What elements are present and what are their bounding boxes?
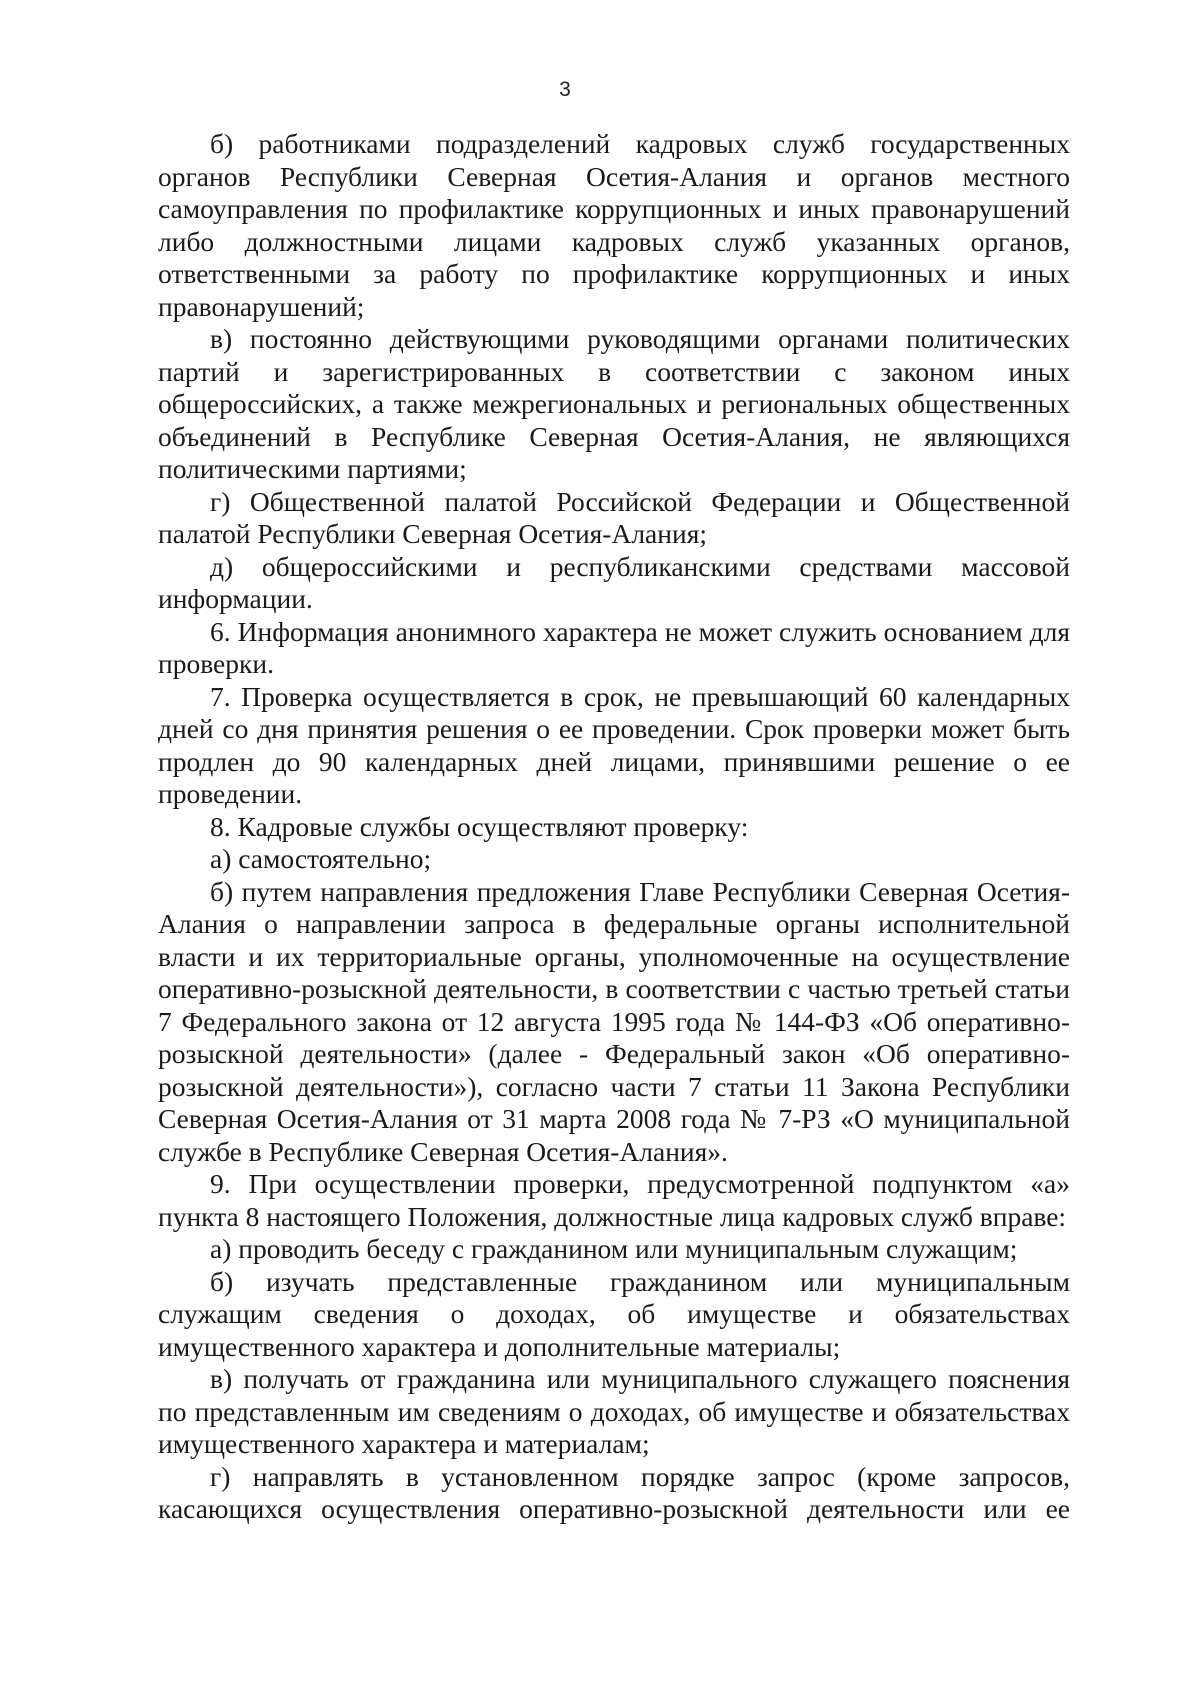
paragraph-8a-independently: а) самостоятельно; [210, 843, 432, 874]
page-number: 3 [559, 78, 571, 101]
paragraph-7-term: 7. Проверка осуществляется в срок, не превышающий 60 календарных дней со дня принятия решения о ее проведении. Срок проверки может быть продлен до 90 календарных дней лицами, принявшими решение о ее проведении. [158, 680, 1070, 809]
paragraph-g-public-chamber: г) Общественной палатой Российской Федерации и Общественной палатой Республики Северная Осетия-Алания; [158, 485, 1070, 549]
paragraph-v-parties: в) постоянно действующими руководящими органами политических партий и зарегистрированных в соответствии с законом иных общероссийских, а также межрегиональных и региональных общественных объединений в Республике Северная Осетия-Алания, не являющихся политическими партиями; [158, 323, 1070, 484]
paragraph-9v-explanations: в) получать от гражданина или муниципального служащего пояснения по представленным им сведениям о доходах, об имуществе и обязательствах имущественного характера и материалам; [158, 1363, 1070, 1459]
paragraph-8b-request: б) путем направления предложения Главе Республики Северная Осетия-Алания о направлении запроса в федеральные органы исполнительной власти и их территориальные органы, уполномоченные на осуществление оперативно-розыскной деятельности, в соответствии с частью третьей статьи 7 Федерального закона от 12 августа 1995 года № 144-ФЗ «Об оперативно-розыскной деятельности» (далее - Федеральный закон «Об оперативно-розыскной деятельности»), согласно части 7 статьи 11 Закона Республики Северная Осетия-Алания от 31 марта 2008 года № 7-РЗ «О муниципальной службе в Республике Северная Осетия-Алания». [158, 875, 1070, 1167]
paragraph-8-services: 8. Кадровые службы осуществляют проверку: [210, 810, 749, 842]
paragraph-9b-study: б) изучать представленные гражданином или муниципальным служащим сведения о доходах, об имуществе и обязательствах имущественного характера и дополнительные материалы; [158, 1265, 1070, 1362]
document-body [158, 128, 1070, 1526]
paragraph-9a-conversation: а) проводить беседу с гражданином или муниципальным служащим; [210, 1233, 1018, 1264]
paragraph-d-media: д) общероссийскими и республиканскими средствами массовой информации. [158, 550, 1070, 614]
paragraph-b-personnel: б) работниками подразделений кадровых служб государственных органов Республики Северная Осетия-Алания и органов местного самоуправления по профилактике коррупционных и иных правонарушений либо должностными лицами кадровых служб указанных органов, ответственными за работу по профилактике коррупционных и иных правонарушений; [158, 128, 1070, 322]
paragraph-9-rights: 9. При осуществлении проверки, предусмотренной подпунктом «а» пункта 8 настоящего Положения, должностные лица кадровых служб вправе: [158, 1168, 1070, 1232]
paragraph-9g-requests: г) направлять в установленном порядке запрос (кроме запросов, касающихся осуществления оперативно-розыскной деятельности или ее [158, 1460, 1070, 1524]
paragraph-6-anonymous: 6. Информация анонимного характера не может служить основанием для проверки. [158, 615, 1070, 679]
